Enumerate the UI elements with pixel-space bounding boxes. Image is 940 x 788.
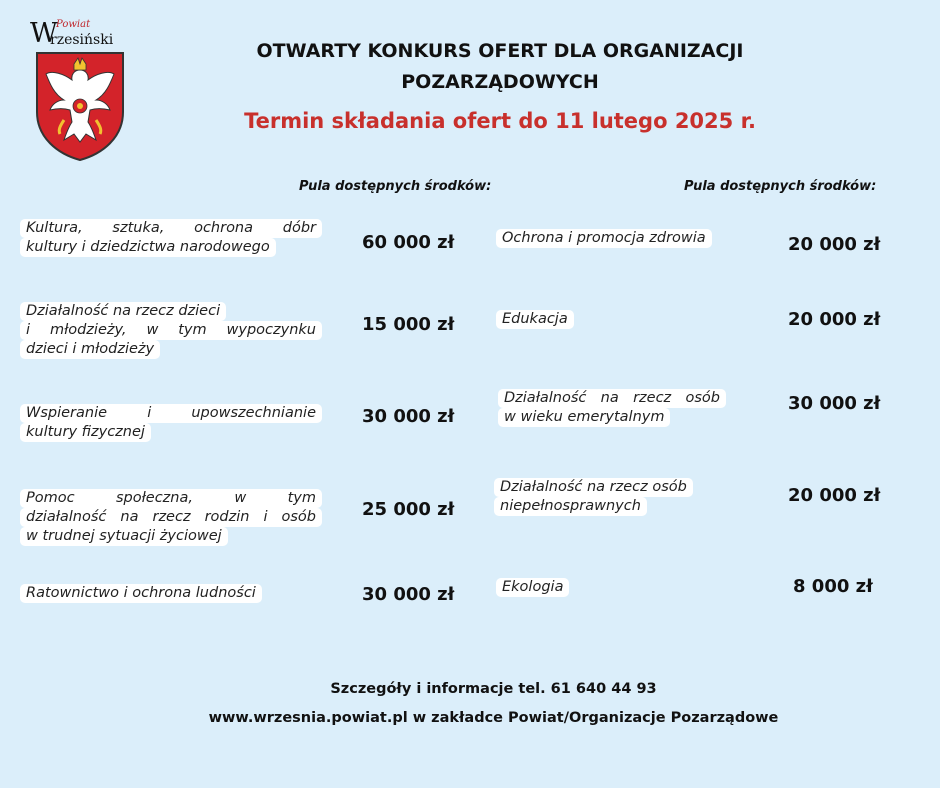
category-label-sport: Wspieranie i upowszechnianie kultury fizycznej	[20, 404, 322, 442]
left-column-heading: Pula dostępnych środków:	[299, 179, 492, 194]
website-info: www.wrzesnia.powiat.pl w zakładce Powiat/Organizacje Pozarządowe	[208, 710, 779, 726]
logo-wordmark: W Powiat rzesiński	[30, 18, 114, 49]
amount-ecology: 8 000 zł	[793, 576, 873, 597]
category-label-children: Działalność na rzecz dzieci i młodzieży, w tym wypoczynku dzieci i młodzieży	[20, 302, 322, 359]
category-label-seniors: Działalność na rzecz osób w wieku emerytalnym	[498, 389, 726, 427]
category-label-health: Ochrona i promocja zdrowia	[496, 229, 712, 248]
category-label-education: Edukacja	[496, 310, 574, 329]
category-label-rescue: Ratownictwo i ochrona ludności	[20, 584, 262, 603]
category-label-ecology: Ekologia	[496, 578, 569, 597]
category-label-culture: Kultura, sztuka, ochrona dóbr kultury i dziedzictwa narodowego	[20, 219, 322, 257]
category-label-disabled: Działalność na rzecz osób niepełnosprawnych	[494, 478, 693, 516]
amount-rescue: 30 000 zł	[362, 584, 455, 605]
amount-health: 20 000 zł	[788, 234, 881, 255]
page-title-line1: OTWARTY KONKURS OFERT DLA ORGANIZACJI	[256, 40, 744, 62]
deadline-text: Termin składania ofert do 11 lutego 2025 r.	[244, 109, 756, 133]
amount-sport: 30 000 zł	[362, 406, 455, 427]
contact-info: Szczegóły i informacje tel. 61 640 44 93	[330, 681, 657, 697]
category-label-social-aid: Pomoc społeczna, w tym działalność na rzecz rodzin i osób w trudnej sytuacji życiowej	[20, 489, 322, 546]
amount-children: 15 000 zł	[362, 314, 455, 335]
amount-disabled: 20 000 zł	[788, 485, 881, 506]
page-title-line2: POZARZĄDOWYCH	[401, 71, 599, 93]
amount-culture: 60 000 zł	[362, 232, 455, 253]
right-column-heading: Pula dostępnych środków:	[684, 179, 877, 194]
amount-social-aid: 25 000 zł	[362, 499, 455, 520]
amount-education: 20 000 zł	[788, 309, 881, 330]
amount-seniors: 30 000 zł	[788, 393, 881, 414]
coat-of-arms-icon	[34, 50, 126, 162]
powiat-logo	[24, 16, 134, 164]
